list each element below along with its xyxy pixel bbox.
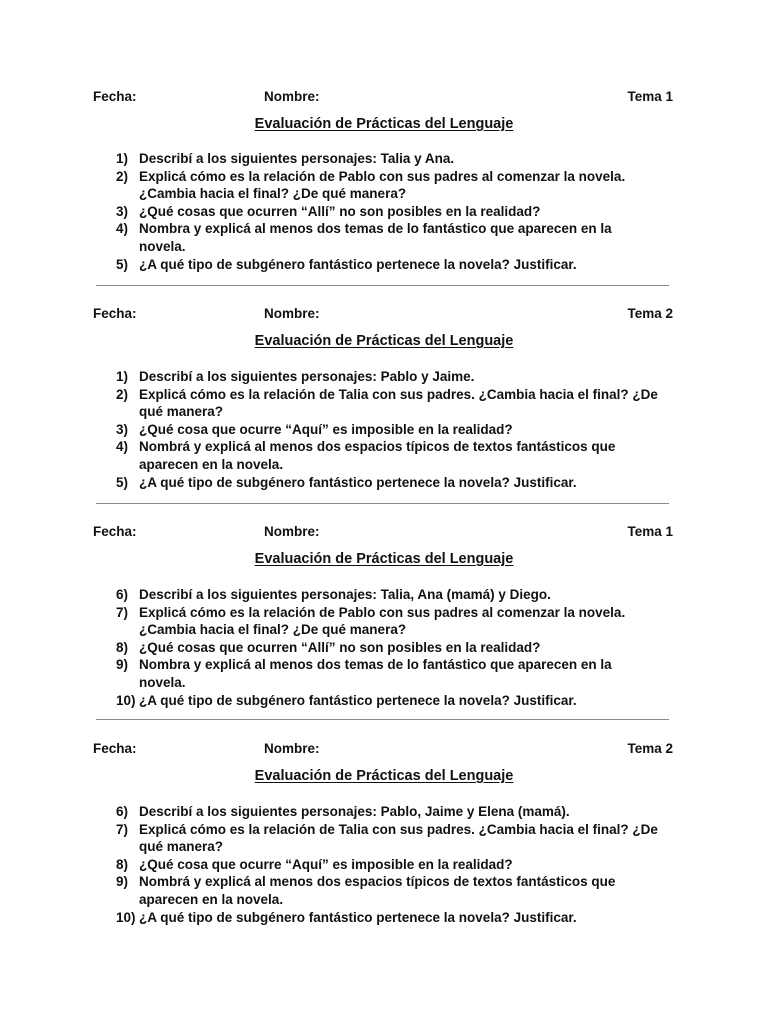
tema-label: Tema 1 [627,89,673,104]
question-number: 8) [116,856,129,872]
question-text: Nombra y explicá al menos dos temas de lo fantástico que aparecen en la novela. [139,657,612,690]
question-list [0,803,768,926]
question-list [0,368,768,491]
question-text: Describí a los siguientes personajes: Pablo, Jaime y Elena (mamá). [139,804,570,819]
section-divider [96,285,669,286]
section-divider [96,719,669,720]
tema-label: Tema 1 [627,524,673,539]
nombre-label: Nombre: [264,741,320,756]
question-text: ¿Qué cosas que ocurren “Allí” no son posibles en la realidad? [139,639,541,655]
tema-label: Tema 2 [627,306,673,321]
question-list [0,150,768,273]
section-divider [96,503,669,504]
question-text: ¿A qué tipo de subgénero fantástico pertenece la novela? Justificar. [139,474,577,490]
question-text: Explicá cómo es la relación de Talia con sus padres. ¿Cambia hacia el final? ¿De qué manera? [139,821,658,855]
question-text: ¿A qué tipo de subgénero fantástico pertenece la novela? Justificar. [139,909,577,925]
question-text: Explicá cómo es la relación de Pablo con sus padres al comenzar la novela. ¿Cambia hacia el final? ¿De qué manera? [139,604,626,638]
nombre-label: Nombre: [264,89,320,104]
question-text: ¿Qué cosas que ocurren “Allí” no son posibles en la realidad? [139,203,541,219]
question-text: Describí a los siguientes personajes: Talia, Ana (mamá) y Diego. [139,587,551,602]
exam-title: Evaluación de Prácticas del Lenguaje [254,551,514,567]
tema-label: Tema 2 [627,741,673,756]
question-text: ¿Qué cosa que ocurre “Aquí” es imposible en la realidad? [139,421,513,437]
question-number: 3) [116,203,129,219]
question-number: 1) [116,369,129,384]
question-number: 4) [116,221,129,237]
question-item [0,856,659,874]
question-item [0,873,659,908]
question-number: 1) [116,151,129,166]
question-item [0,692,659,710]
question-number: 9) [116,874,129,890]
question-text: Nombra y explicá al menos dos temas de lo fantástico que aparecen en la novela. [139,221,612,254]
question-item [0,909,659,927]
question-number: 8) [116,639,129,655]
question-item [0,421,659,439]
question-text: Explicá cómo es la relación de Talia con sus padres. ¿Cambia hacia el final? ¿De qué manera? [139,386,658,420]
fecha-label: Fecha: [93,741,137,756]
fecha-label: Fecha: [93,89,137,104]
question-item [0,386,659,421]
question-number: 5) [116,256,129,272]
exam-title: Evaluación de Prácticas del Lenguaje [254,768,514,784]
question-item [0,150,659,168]
question-text: Describí a los siguientes personajes: Talia y Ana. [139,151,455,166]
question-number: 7) [116,821,129,837]
fecha-label: Fecha: [93,306,137,321]
question-number: 2) [116,168,129,184]
nombre-label: Nombre: [264,524,320,539]
question-item [0,639,659,657]
question-text: Nombrá y explicá al menos dos espacios típicos de textos fantásticos que aparecen en la novela. [139,874,616,907]
question-number: 7) [116,604,129,620]
question-text: ¿Qué cosa que ocurre “Aquí” es imposible en la realidad? [139,856,513,872]
question-item [0,656,659,691]
question-number: 3) [116,421,129,437]
question-item [0,604,659,639]
question-text: ¿A qué tipo de subgénero fantástico pertenece la novela? Justificar. [139,692,577,708]
question-number: 6) [116,804,129,819]
question-item [0,803,659,821]
fecha-label: Fecha: [93,524,137,539]
question-item [0,438,659,473]
question-item [0,220,659,255]
question-number: 9) [116,657,129,673]
question-item [0,821,659,856]
question-text: ¿A qué tipo de subgénero fantástico pertenece la novela? Justificar. [139,256,577,272]
question-number: 5) [116,474,129,490]
exam-title: Evaluación de Prácticas del Lenguaje [254,116,514,132]
nombre-label: Nombre: [264,306,320,321]
question-number: 2) [116,386,129,402]
question-number: 10) [116,909,136,925]
question-item [0,256,659,274]
question-number: 10) [116,692,136,708]
question-number: 6) [116,587,129,602]
question-item [0,368,659,386]
question-number: 4) [116,439,129,455]
question-list [0,586,768,709]
exam-title: Evaluación de Prácticas del Lenguaje [254,333,514,349]
question-text: Describí a los siguientes personajes: Pablo y Jaime. [139,369,475,384]
question-item [0,586,659,604]
question-item [0,474,659,492]
question-item [0,168,659,203]
question-item [0,203,659,221]
question-text: Explicá cómo es la relación de Pablo con sus padres al comenzar la novela. ¿Cambia hacia el final? ¿De qué manera? [139,168,626,202]
question-text: Nombrá y explicá al menos dos espacios típicos de textos fantásticos que aparecen en la novela. [139,439,616,472]
